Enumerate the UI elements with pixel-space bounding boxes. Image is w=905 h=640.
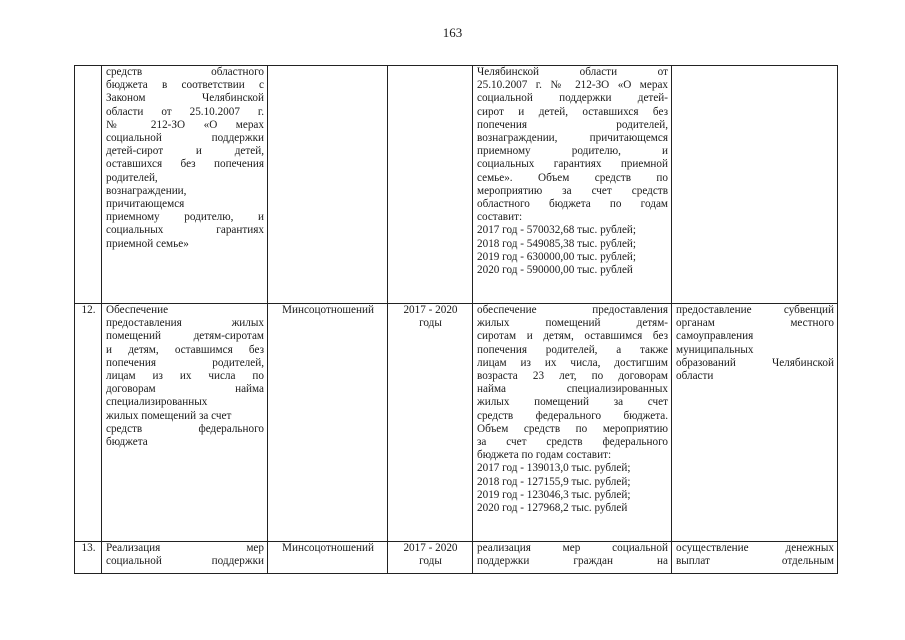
text-line: средств областного: [106, 66, 264, 78]
executor-cell: Минсоцотношений: [268, 542, 388, 574]
result-cell: [672, 66, 838, 304]
executor-cell: Минсоцотношений: [268, 304, 388, 542]
text-line: средств федерального: [106, 422, 264, 435]
text-line: за счет средств федерального: [477, 436, 668, 449]
text-line: области от 25.10.2007 г.: [106, 105, 264, 118]
measure-name-cell: [102, 542, 268, 574]
measure-name-cell: [102, 66, 268, 304]
text-line: оставшихся без попечения: [106, 158, 264, 171]
text-line: жилых помещений за счет: [106, 409, 232, 422]
text-line: социальной поддержки детей-: [477, 92, 668, 105]
text-line: договорам найма: [106, 383, 264, 396]
text-line: составит:: [477, 211, 523, 224]
text-line: причитающемся: [106, 198, 185, 211]
text-line: специализированных: [106, 396, 208, 409]
text-line: жилых помещений детям-: [477, 317, 668, 330]
text-line: социальной поддержки: [106, 555, 264, 568]
text-line: реализация мер социальной: [477, 542, 668, 554]
text-line: попечения родителей, а также: [477, 343, 668, 356]
text-line: муниципальных: [676, 343, 754, 356]
description-cell: [473, 304, 672, 542]
text-line: 2019 год - 630000,00 тыс. рублей;: [477, 250, 637, 263]
text-line: найма специализированных: [477, 383, 668, 396]
text-line: средств федерального бюджета.: [477, 409, 668, 422]
row-number: 12.: [75, 304, 102, 542]
text-line: жилых помещений за счет: [477, 396, 668, 409]
text-line: родителей,: [106, 171, 158, 184]
text-line: 2019 год - 123046,3 тыс. рублей;: [477, 488, 631, 501]
text-line: бюджета в соответствии с: [106, 79, 264, 92]
text-line: и детям, оставшимся без: [106, 343, 264, 356]
executor-cell: [268, 66, 388, 304]
text-line: социальных гарантиях: [106, 224, 264, 237]
text-line: Законом Челябинской: [106, 92, 264, 105]
text-line: Обеспечение: [106, 304, 169, 316]
text-line: попечения родителей,: [477, 118, 668, 131]
text-line: обеспечение предоставления: [477, 304, 668, 316]
text-line: 2017 год - 139013,0 тыс. рублей;: [477, 462, 631, 475]
text-line: приемной семье»: [106, 237, 189, 250]
period-cell: 2017 - 2020 годы: [388, 304, 473, 542]
text-line: возраста 23 лет, по договорам: [477, 370, 668, 383]
text-line: 2018 год - 549085,38 тыс. рублей;: [477, 237, 637, 250]
text-line: детей-сирот и детей,: [106, 145, 264, 158]
text-line: лицам из их числа, достигшим: [477, 356, 668, 369]
result-cell: [672, 542, 838, 574]
text-line: осуществление денежных: [676, 542, 834, 554]
page-number: 163: [442, 25, 463, 40]
text-line: 2020 год - 127968,2 тыс. рублей: [477, 502, 628, 515]
text-line: сирот и детей, оставшихся без: [477, 105, 668, 118]
text-line: Реализация мер: [106, 542, 264, 554]
text-line: сиротам и детям, оставшимся без: [477, 330, 668, 343]
table-row: [75, 304, 838, 542]
text-line: вознаграждении,: [106, 184, 187, 197]
period-cell: 2017 - 2020 годы: [388, 542, 473, 574]
text-line: области: [676, 370, 714, 383]
table-row: [75, 542, 838, 574]
text-line: 2020 год - 590000,00 тыс. рублей: [477, 264, 633, 277]
description-cell: [473, 542, 672, 574]
result-cell: [672, 304, 838, 542]
text-line: 25.10.2007 г. № 212-ЗО «О мерах: [477, 79, 668, 92]
text-line: приемному родителю, и: [106, 211, 264, 224]
text-line: мероприятию за счет средств: [477, 184, 668, 197]
text-line: бюджета по годам составит:: [477, 449, 612, 462]
text-line: Объем средств по мероприятию: [477, 422, 668, 435]
description-cell: [473, 66, 672, 304]
text-line: предоставление субвенций: [676, 304, 834, 316]
table-row: [75, 66, 838, 304]
text-line: 2018 год - 127155,9 тыс. рублей;: [477, 475, 631, 488]
text-line: социальной поддержки: [106, 132, 264, 145]
text-line: бюджета: [106, 436, 148, 449]
text-line: выплат отдельным: [676, 555, 834, 568]
text-line: социальных гарантиях приемной: [477, 158, 668, 171]
row-number: [75, 66, 102, 304]
text-line: органам местного: [676, 317, 834, 330]
period-cell: [388, 66, 473, 304]
text-line: 2017 год - 570032,68 тыс. рублей;: [477, 224, 637, 237]
text-line: приемному родителю, и: [477, 145, 668, 158]
text-line: помещений детям-сиротам: [106, 330, 264, 343]
text-line: вознаграждении, причитающемся: [477, 132, 668, 145]
text-line: лицам из их числа по: [106, 370, 264, 383]
text-line: поддержки граждан на: [477, 555, 668, 568]
text-line: попечения родителей,: [106, 356, 264, 369]
text-line: областного бюджета по годам: [477, 198, 668, 211]
row-number: 13.: [75, 542, 102, 574]
text-line: № 212-ЗО «О мерах: [106, 118, 264, 131]
measure-name-cell: [102, 304, 268, 542]
text-line: семье». Объем средств по: [477, 171, 668, 184]
measures-table: [74, 65, 838, 574]
text-line: образований Челябинской: [676, 356, 834, 369]
text-line: Челябинской области от: [477, 66, 668, 78]
text-line: самоуправления: [676, 330, 754, 343]
text-line: предоставления жилых: [106, 317, 264, 330]
